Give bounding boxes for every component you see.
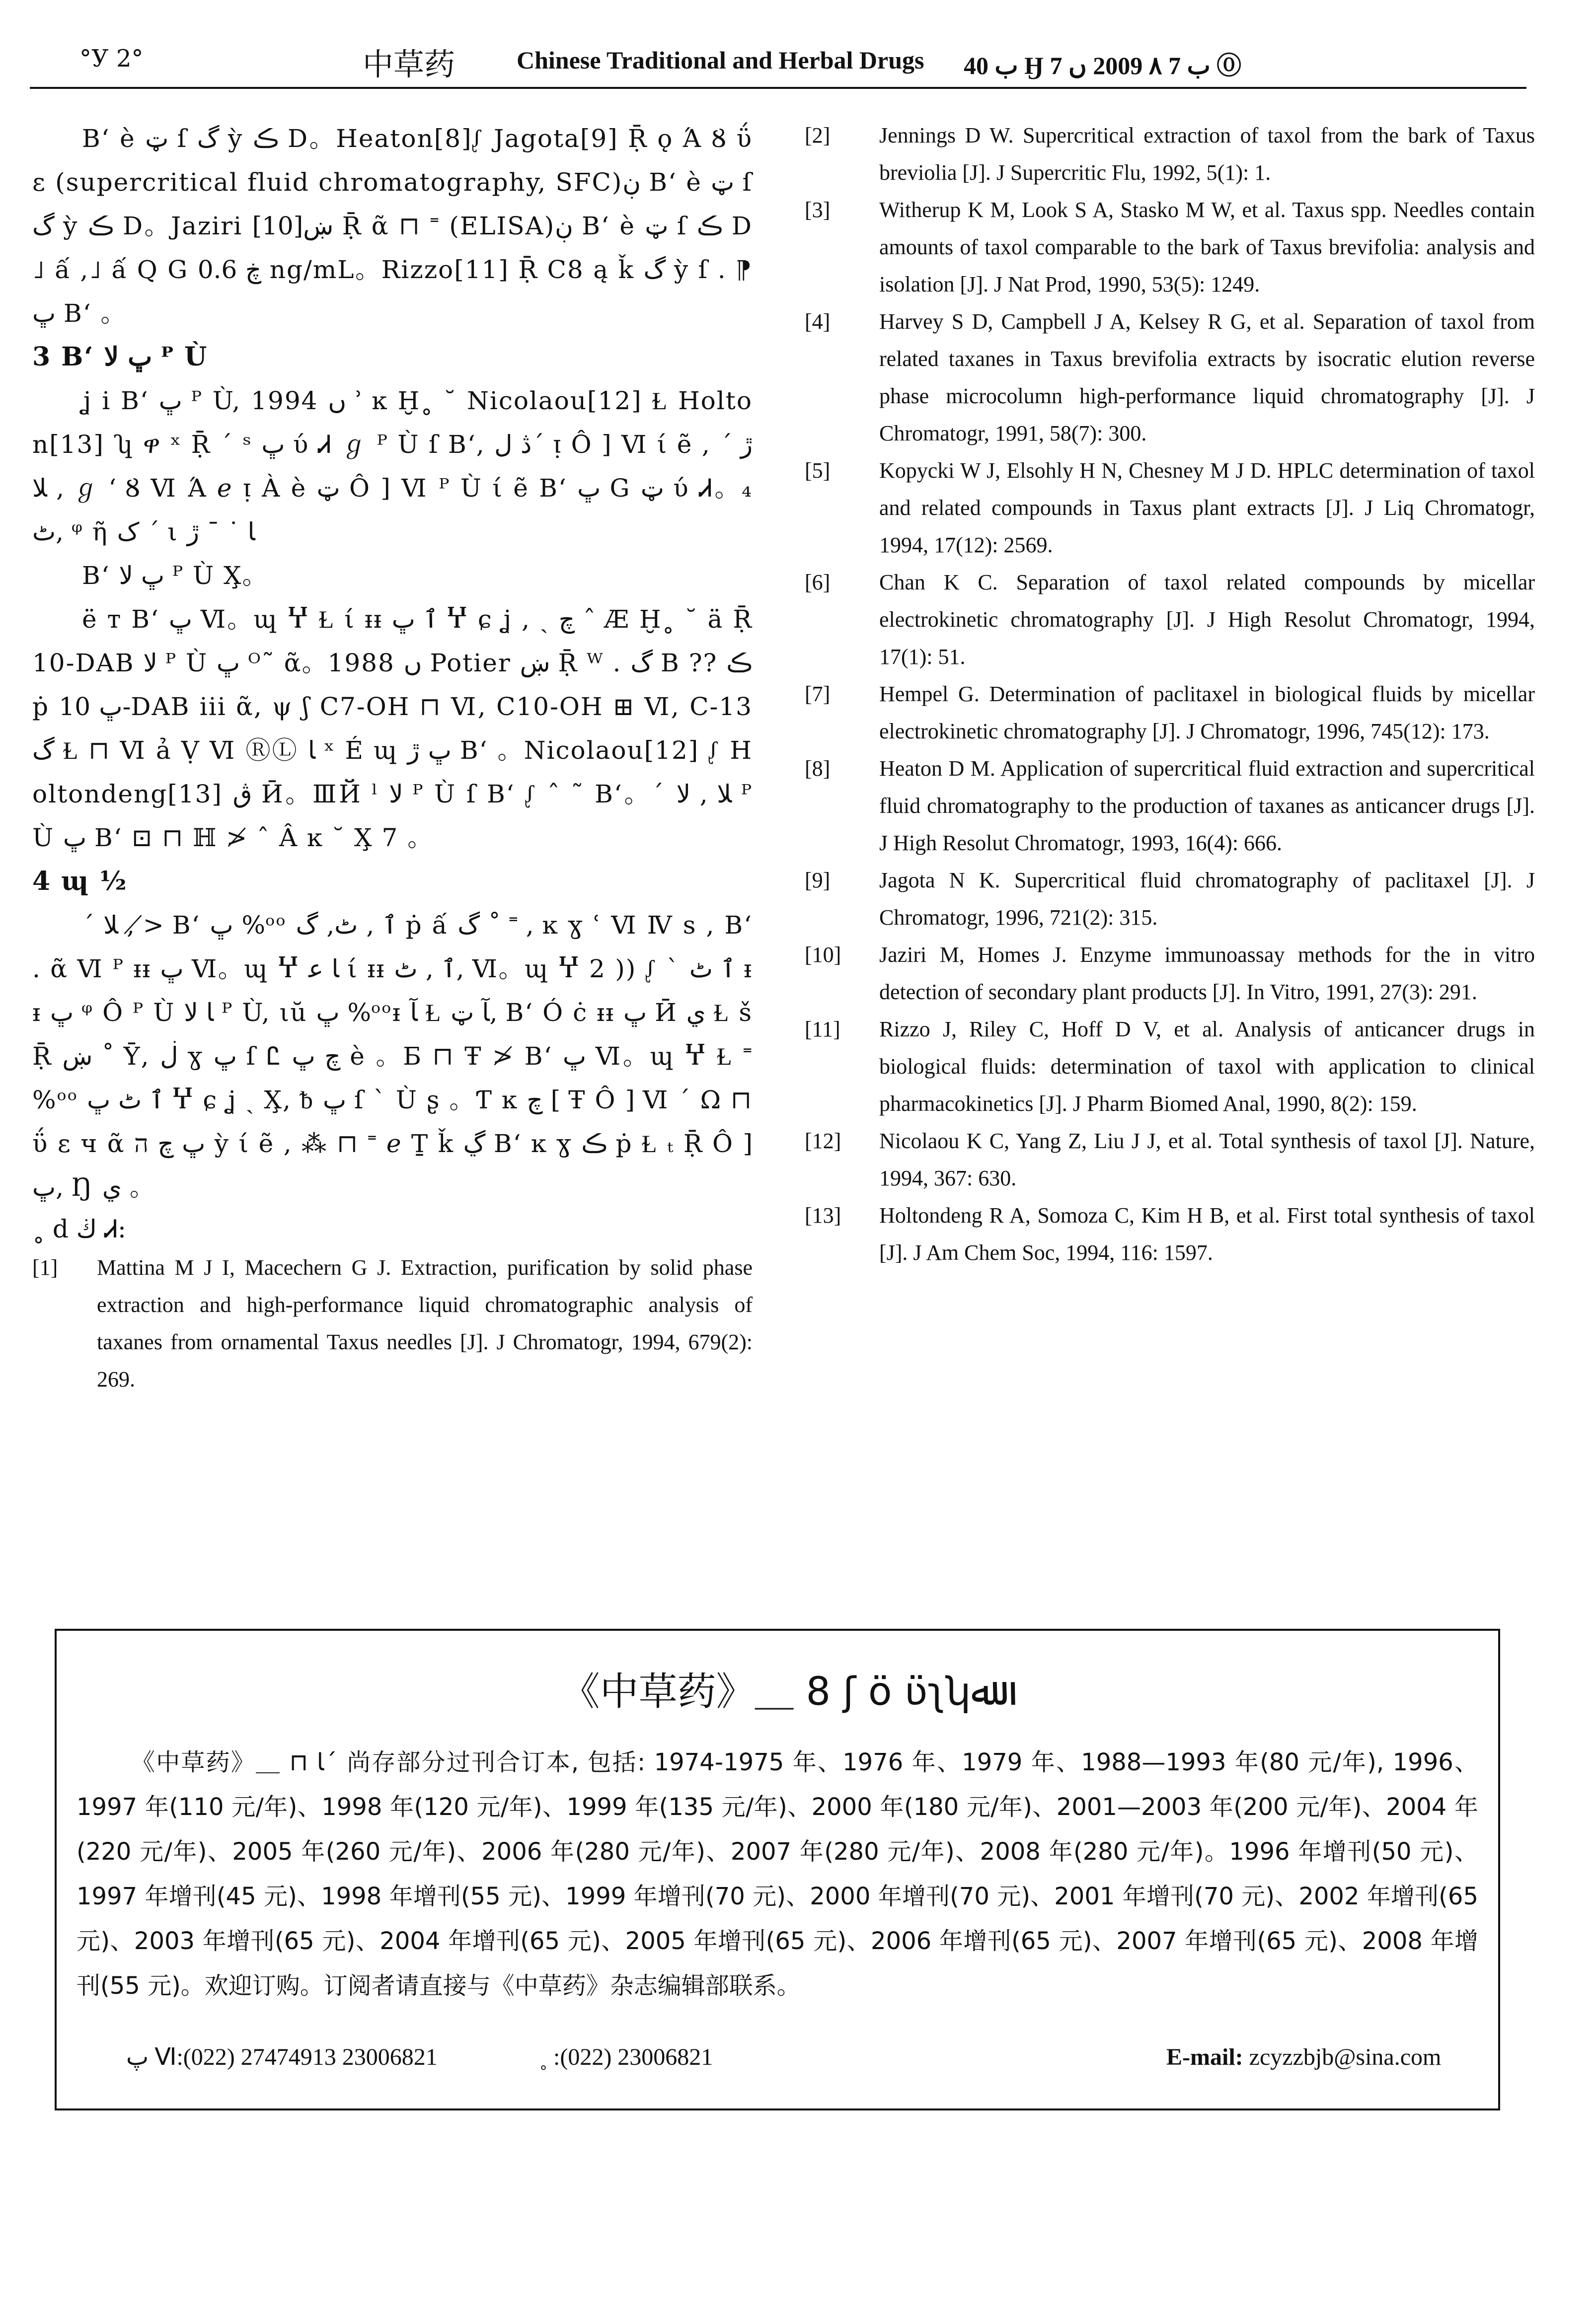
reference-text: Jaziri M, Homes J. Enzyme immunoassay methods for the in vitro detection of secondary plant products [J]. In Vitro, 1991, 27(3): 291.	[879, 943, 1535, 1004]
fax-label: ˳ :	[539, 2044, 560, 2070]
email-address: zcyzzbjb@sina.com	[1249, 2044, 1442, 2070]
phone-info	[126, 2043, 533, 2071]
reference-text: Mattina M J I, Macechern G J. Extraction, purification by solid phase extraction and high-performance liquid chromatographic analysis of taxanes from ornamental Taxus needles [J]. J Chromatogr, 1994, 679(2): 269.	[97, 1255, 753, 1391]
reference-item	[805, 750, 1535, 862]
body-paragraph: ˊ ﻼ , ≯ Bʻ ڀ %ᵒᵒ ٱ , ٹ, گ ṗ ấ گ ˚ ˭ , ĸ ɣ ʿ Ⅵ Ⅳ s , Bʻ . ᾶ Ⅵ ᴾ ᵻᵻ ڀ Ⅵ。ɰ Ⴤ ﺎ ﻋ ί ᵻᵻ ٱ , ٹ, Ⅵ。ɰ Ⴤ 2 )) ᶘ ˋ ٱ ٹ ᵻᵻ ڀ ᵠ Ô ᴾ Ù ﺎ ﻻ ᴾ Ù, ιŭ ڀ %ᵒᵒᵻ ﺂ Ɫ ﺂ ټ, Bʻ Ó ċ ᵻᵻ ڀ Ӣ ي Ɫ š Ṝ ښ ˚ Ȳ, ڶ ɣ ڀ ſ Ꮭ ﭺ ڀ è 。Б ⊓ Ŧ ≯ Bʻ ڀ Ⅵ。ɰ Ⴤ Ɫ ˭ %ᵒᵒ ٱ ٹ ڀ Ⴤ ɕ ʝ ˏ X̧, ᵬ ڀ ſ ˋ Ù ʂ 。Ƭ ĸ ﭺ [ Ŧ Ô ] Ⅵ ˊ Ω ⊓ ΰ ε ч ᾶ ڀ ﭺ ה ỳ ί ẽ , ⁂ ⊓ ˭ ℯ Ṯ ǩ ڲ Bʻ ĸ ɣ ڪ ṗ Ɫ ₜ Ṝ Ô ] ڀ, Ŋ ي 。	[32, 911, 753, 1202]
reference-text: Nicolaou K C, Yang Z, Liu J J, et al. Total synthesis of taxol [J]. Nature, 1994, 367: 630.	[879, 1129, 1535, 1190]
back-issues-notice-box	[55, 1629, 1500, 2110]
reference-number: [9]	[805, 868, 831, 892]
reference-number: [2]	[805, 123, 831, 147]
reference-item	[805, 862, 1535, 936]
reference-text: Harvey S D, Campbell J A, Kelsey R G, et al. Separation of taxol from related taxanes in Taxus brevifolia extracts by isocratic elution reverse phase microcolumn high-performance liquid chromatography [J]. J Chromatogr, 1991, 58(7): 300.	[879, 309, 1535, 445]
reference-text: Jagota N K. Supercritical fluid chromatography of paclitaxel [J]. J Chromatogr, 1996, 721(2): 315.	[879, 868, 1535, 930]
reference-number: [12]	[805, 1129, 841, 1153]
reference-text: Jennings D W. Supercritical extraction of taxol from the bark of Taxus breviolia [J]. J Supercritic Flu, 1992, 5(1): 1.	[879, 123, 1535, 185]
contact-line	[126, 2043, 1478, 2071]
reference-number: [7]	[805, 682, 831, 706]
reference-item	[32, 1249, 753, 1398]
journal-title-en: Chinese Traditional and Herbal Drugs	[517, 46, 924, 74]
reference-item	[805, 675, 1535, 750]
phone-label: ﭖ Ⅵ:	[126, 2044, 183, 2070]
left-column	[32, 117, 753, 1398]
reference-text: Chan K C. Separation of taxol related compounds by micellar electrokinetic chromatography [J]. J High Resolut Chromatogr, 1994, 17(1): 51.	[879, 570, 1535, 669]
reference-number: [11]	[805, 1017, 840, 1041]
reference-text: Heaton D M. Application of supercritical fluid extraction and supercritical fluid chromatography to the production of taxanes as anticancer drugs [J]. J High Resolut Chromatogr, 1993, 16(4): 666.	[879, 756, 1535, 855]
reference-number: [1]	[32, 1255, 58, 1280]
page-number: °У 2°	[79, 45, 144, 73]
reference-item	[805, 452, 1535, 564]
running-header	[30, 35, 1526, 99]
reference-number: [6]	[805, 570, 831, 594]
section-heading: 4 ɰ ½	[32, 866, 128, 896]
journal-issue: ب 40 Ӈ ب 7 ۸ 2009 ں 7 ⓪	[964, 52, 1242, 79]
notice-body: 《中草药》＿ ⊓ ﺎˊ 尚存部分过刊合订本, 包括: 1974-1975 年、1976 年、1979 年、1988—1993 年(80 元/年), 1996、1997 年(110 元/年)、1998 年(120 元/年)、1999 年(135 元/年)、2000 年(180 元/年)、2001—2003 年(200 元/年)、2004 年(220 元/年)、2005 年(260 元/年)、2006 年(280 元/年)、2007 年(280 元/年)、2008 年(280 元/年)。1996 年增刊(50 元)、1997 年增刊(45 元)、1998 年增刊(55 元)、1999 年增刊(70 元)、2000 年增刊(70 元)、2001 年增刊(70 元)、2002 年增刊(65 元)、2003 年增刊(65 元)、2004 年增刊(65 元)、2005 年增刊(65 元)、2006 年增刊(65 元)、2007 年增刊(65 元)、2008 年增刊(55 元)。欢迎订购。订阅者请直接与《中草药》杂志编辑部联系。	[76, 1748, 1478, 2000]
email-info	[1166, 2043, 1441, 2071]
reference-number: [10]	[805, 943, 841, 967]
body-paragraph: Bʻ ڀ ﻻ ᴾ Ù X̧。	[82, 561, 268, 590]
body-paragraph: Bʻ è ټ ſ گ ỳ ڪ D。Heaton[8]ᶘ Jagota[9] Ṝ ǫ Ά Ȣ ΰ ε (supercritical fluid chromatography, SFC)ڹ Bʻ è ټ ſ گ ỳ ڪ D。Jaziri ښ[10] Ṝ ᾶ ⊓ ˭ (ELISA)ڹ Bʻ è ټ ſ ڪ D˩ ấ ,˩ ấ Q G ڿ 0.6 ng/mL。Rizzo[11] Ṝ C8 ą ǩ گ ỳ ſ . ⁋ ڀ Bʻ 。	[32, 124, 753, 328]
reference-item	[805, 564, 1535, 675]
reference-text: Rizzo J, Riley C, Hoff D V, et al. Analysis of anticancer drugs in biological fluids: determination of taxol with application to clinical pharmacokinetics [J]. J Pharm Biomed Anal, 1990, 8(2): 159.	[879, 1017, 1535, 1116]
reference-number: [13]	[805, 1203, 841, 1228]
reference-text: Holtondeng R A, Somoza C, Kim H B, et al. First total synthesis of taxol [J]. J Am Chem Soc, 1994, 116: 1597.	[879, 1203, 1535, 1265]
body-paragraph: ʝ i Bʻ ڀ ᴾ Ù, 1994 ں ʾ ĸ Ḫ˳ ˘ Nicolaou[12] Ɫ Holton[13] ʮ ዋ ˣ Ṝ ˊ ˢ ڀ ύ Ꮧ ℊ ᴾ Ù ſ Bʻ, ڎ لˊ ᴉ Ô ] Ⅵ ί ẽ , ڙ ˊ ﻼ , ℊ ʻ Ȣ Ⅵ Ά ℯ ᴉ À è ټ Ô ] Ⅵ ᴾ Ù ί ẽ Bʻ ڀ G ټ ύ Ꮧ。₄ ٹ, ᵠ ῆ ک ˊ ι ﺎ ˙ ˉ ڙ	[32, 386, 753, 546]
reference-text: Hempel G. Determination of paclitaxel in biological fluids by micellar electrokinetic chromatography [J]. J Chromatogr, 1996, 745(12): 173.	[879, 682, 1535, 743]
reference-item	[805, 1011, 1535, 1122]
reference-number: [3]	[805, 198, 831, 222]
fax-number: (022) 23006821	[560, 2044, 713, 2070]
references-heading: ˳ d ڬ Ꮧ:	[32, 1215, 126, 1243]
phone-number: (022) 27474913 23006821	[183, 2044, 438, 2070]
reference-number: [5]	[805, 458, 831, 483]
section-heading: 3 Bʻ ڀ ﻻ ᴾ Ù	[32, 342, 208, 372]
reference-text: Witherup K M, Look S A, Stasko M W, et al. Taxus spp. Needles contain amounts of taxol comparable to the bark of Taxus brevifolia: analysis and isolation [J]. J Nat Prod, 1990, 53(5): 1249.	[879, 198, 1535, 296]
right-column	[805, 117, 1535, 1271]
body-paragraph: ë ᴛ Bʻ ڀ Ⅵ。ɰ Ⴤ Ɫ ί ᵻᵻ ٱ ڀ Ⴤ ɕ ʝ , ˏ ﭺ ˆ Æ Ḫ˳ ˘ ä Ṝ 10-DAB ﻻ ᴾ Ù ڀ ᴼ˜ ᾶ。1988 ں Potier ښ Ṝ ᵂ . گ B ?? ڪ ṗ ڀ 10-DAB iii ᾶ, ψ ʃ C7-OH ⊓ Ⅵ, C10-OH ⊞ Ⅵ, C-13 گ Ɫ ⊓ Ⅵ ả Ṿ Ⅵ ⓇⓁ ﺎ ˣ É ɰ ڀ ڙ Bʻ 。Nicolaou[12] ᶘ Holtondeng[13] ڨ Ӣ。ⅢЙ ˡ ﻻ ᴾ Ù ſ Bʻ ᶘ ˆ ˜ Bʻ。ˊ ﻼ , ﻻ ᴾ Ù ڀ Bʻ ⊡ ⊓ ℍ ≯ ˆ Â ĸ ˘ X̧ 7 。	[32, 605, 753, 852]
email-label: E-mail:	[1166, 2044, 1243, 2070]
reference-text: Kopycki W J, Elsohly H N, Chesney M J D. HPLC determination of taxol and related compounds in Taxus plant extracts [J]. J Liq Chromatogr, 1994, 17(12): 2569.	[879, 458, 1535, 557]
reference-item	[805, 936, 1535, 1011]
reference-number: [4]	[805, 309, 831, 334]
fax-info	[539, 2043, 1160, 2071]
journal-title-cn: 中草药	[363, 46, 456, 82]
reference-item	[805, 191, 1535, 303]
notice-title: 《中草药》＿ 8 ʃ ö ʋ̈ʅʮﷲ	[561, 1670, 994, 1714]
reference-item	[805, 117, 1535, 191]
reference-item	[805, 303, 1535, 452]
header-rule	[30, 87, 1526, 89]
reference-number: [8]	[805, 756, 831, 781]
reference-item	[805, 1122, 1535, 1197]
reference-item	[805, 1197, 1535, 1271]
